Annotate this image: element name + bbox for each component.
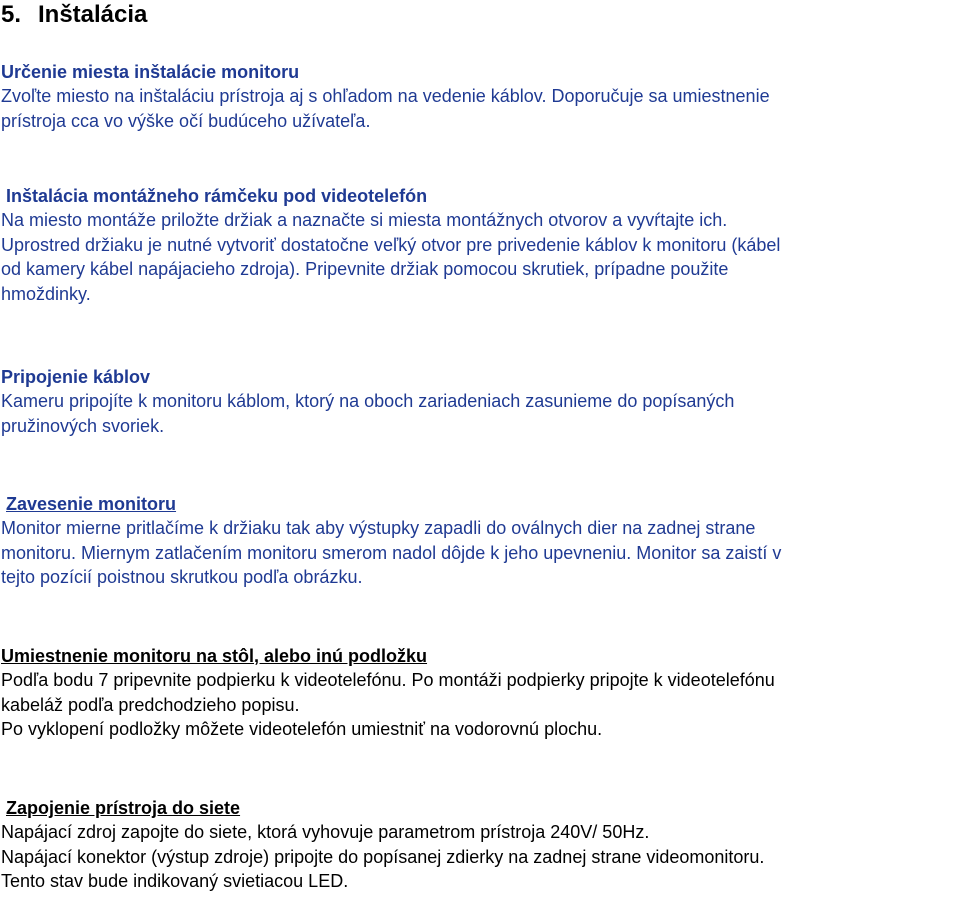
body-line: Napájací konektor (výstup zdroje) pripojte do popísanej zdierky na zadnej strane videomonitoru. (1, 846, 765, 867)
body-line: Uprostred držiaku je nutné vytvoriť dostatočne veľký otvor pre privedenie káblov k monitoru (kábel (1, 234, 781, 255)
body-line: od kamery kábel napájacieho zdroja). Pripevnite držiak pomocou skrutiek, prípadne použite (1, 259, 729, 279)
section-heading: Zapojenie prístroja do siete (6, 798, 241, 818)
body-line: tejto pozícií poistnou skrutkou podľa obrázku. (1, 567, 363, 587)
section-body (1, 668, 959, 742)
section-body (1, 820, 959, 894)
body-line: kabeláž podľa predchodzieho popisu. (1, 694, 300, 715)
body-line: Monitor mierne pritlačíme k držiaku tak aby výstupky zapadli do oválnych dier na zadnej strane (1, 518, 756, 538)
section-cable-connection (1, 365, 959, 438)
section-heading: Umiestnenie monitoru na stôl, alebo inú podložku (1, 646, 428, 666)
body-line: Zvoľte miesto na inštaláciu prístroja aj s ohľadom na vedenie káblov. Doporučuje sa umiestnenie (1, 86, 770, 106)
body-line: hmoždinky. (1, 283, 91, 304)
chapter-title-text: Inštalácia (38, 1, 148, 28)
body-line: Napájací zdroj zapojte do siete, ktorá vyhovuje parametrom prístroja 240V/ 50Hz. (1, 822, 650, 842)
body-line: Tento stav bude indikovaný svietiacou LED. (1, 871, 349, 891)
section-body (1, 84, 959, 133)
section-mounting-frame (1, 184, 959, 306)
body-line: Po vyklopení podložky môžete videotelefón umiestniť na vodorovnú plochu. (1, 719, 603, 739)
body-line: prístroja cca vo výške očí budúceho užívateľa. (1, 110, 371, 131)
section-heading: Pripojenie káblov (1, 367, 151, 387)
body-line: pružinových svoriek. (1, 415, 165, 436)
section-heading: Zavesenie monitoru (6, 494, 177, 514)
section-body (1, 516, 959, 590)
section-hanging-monitor (1, 492, 959, 590)
chapter-number: 5. (1, 1, 22, 28)
section-body (1, 208, 959, 306)
section-heading: Inštalácia montážneho rámčeku pod videotelefón (6, 186, 428, 206)
section-body (1, 389, 959, 438)
body-line: Na miesto montáže priložte držiak a naznačte si miesta montážnych otvorov a vyvŕtajte ich. (1, 210, 728, 230)
section-power-connection (1, 796, 959, 894)
chapter-title (1, 1, 147, 29)
body-line: Kameru pripojíte k monitoru káblom, ktorý na oboch zariadeniach zasunieme do popísaných (1, 391, 735, 411)
section-heading: Určenie miesta inštalácie monitoru (1, 62, 300, 82)
body-line: monitoru. Miernym zatlačením monitoru smerom nadol dôjde k jeho upevneniu. Monitor sa zaistí v (1, 542, 782, 563)
section-table-placement (1, 644, 959, 742)
body-line: Podľa bodu 7 pripevnite podpierku k videotelefónu. Po montáži podpierky pripojte k videotelefónu (1, 670, 775, 690)
section-monitor-location (1, 60, 959, 133)
